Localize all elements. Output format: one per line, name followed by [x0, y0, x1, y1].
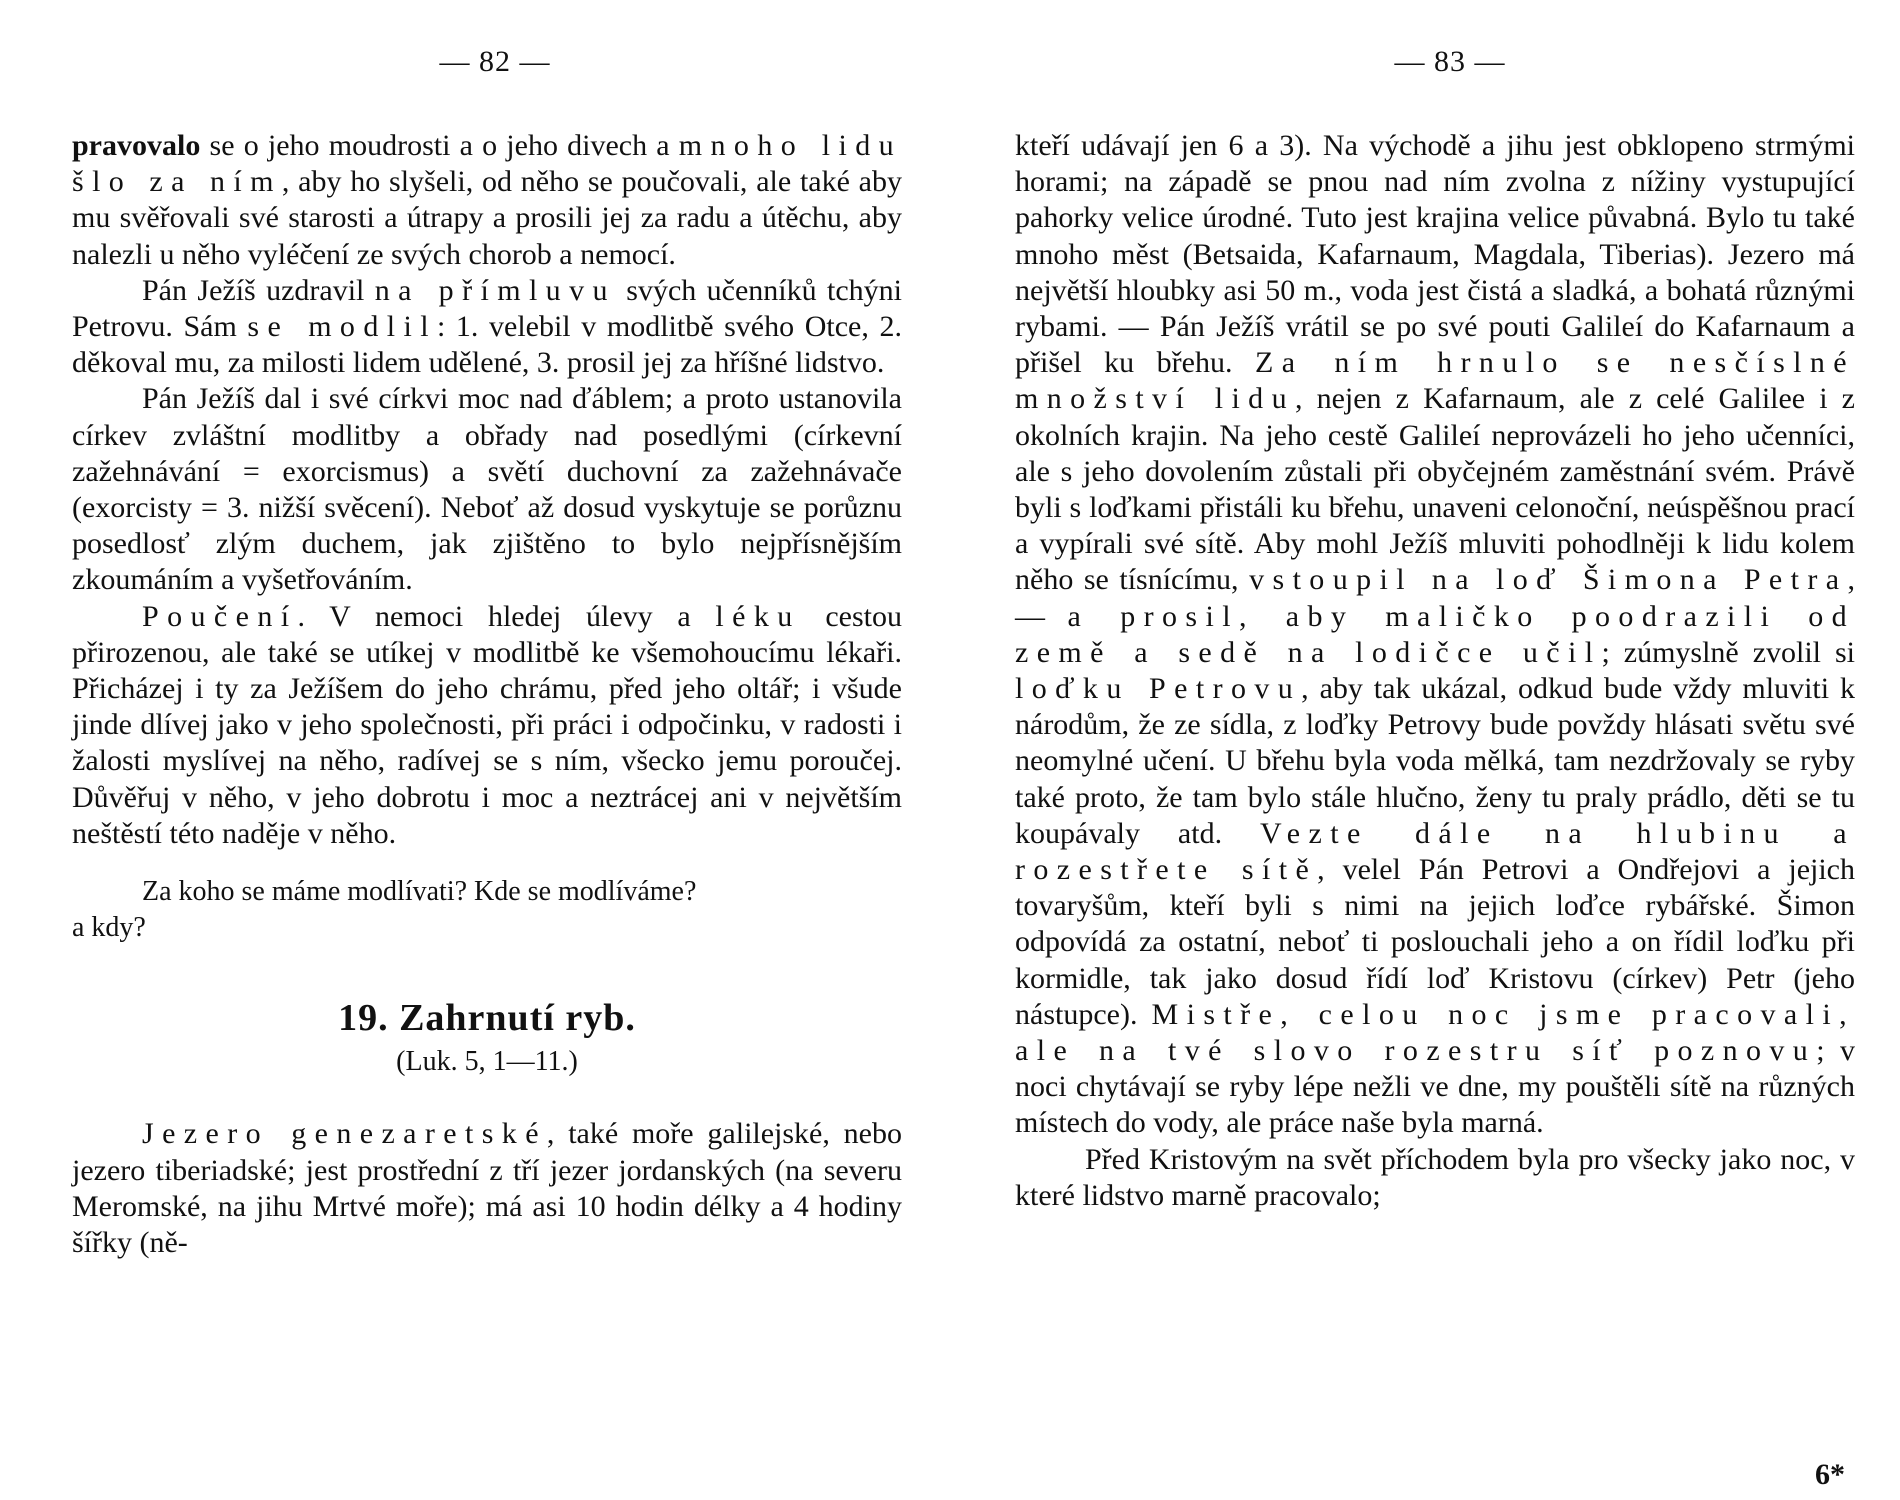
page-number: — 83 — [1394, 45, 1506, 78]
page-number: — 82 — [439, 45, 551, 78]
question: Za koho se máme modlívati? Kde se modlíváme? [142, 876, 697, 908]
question: a kdy? [72, 912, 146, 944]
paragraph [72, 599, 902, 852]
spaced-text: Mistře, celou noc jsme pracovali, ale na tvé slovo rozestru síť poznovu [1015, 997, 1855, 1068]
chapter-title: 19. Zahrnutí ryb. [338, 997, 636, 1040]
spaced-text: mnoho lidu šlo za ním [72, 129, 902, 199]
text-run: . V nemoci hledej úlevy a [297, 599, 716, 633]
text-run: ; v noci chytávají se ryby lépe nežli ve dne, my pouštěli sítě na různých místech do vody, ale práce naše byla marná. [1015, 1034, 1855, 1140]
paragraph [72, 1116, 902, 1261]
spaced-text: a prosil, aby maličko poodrazili od země a sedě na lodičce učil [1015, 599, 1855, 669]
text-run: , — [1015, 563, 1855, 633]
spaced-text: na přímluvu [374, 273, 616, 307]
page-body [72, 128, 902, 1261]
page-body [1015, 128, 1855, 1214]
text-run: ; zúmyslně zvolil si [1601, 635, 1855, 669]
left-page [60, 0, 930, 1500]
spaced-text: Vezte dále na hlubinu a rozestřete sítě [1015, 816, 1855, 887]
spaced-text: Za ním hrnulo se nesčíslné množství lidu [1015, 346, 1855, 416]
paragraph [1015, 128, 1855, 1142]
text-run: , také moře galilejské, nebo jezero tiberiadské; jest prostřední z tří jezer jordanských (na severu Meromské, na jihu Mrtvé moře); má asi 10 hodin délky a 4 hodiny šířky (ně- [72, 1117, 902, 1260]
spaced-text: loďku Petrovu [1015, 672, 1302, 706]
review-questions [72, 874, 902, 946]
spaced-text: léku [715, 599, 801, 633]
text-run: Pán Ježíš uzdravil [142, 273, 375, 307]
paragraph: Před Kristovým na svět příchodem byla pro všecky jako noc, v které lidstvo marně pracovalo; [1015, 1142, 1855, 1212]
spaced-text: Poučení [142, 599, 298, 633]
spaced-text: vstoupil na loď Šimona Petra [1249, 563, 1848, 597]
text-run: , nejen z Kafarnaum, ale z celé Galilee i z okolních krajin. Na jeho cestě Galileí neprovázeli ho jeho učenníci, ale s jeho dovolením zůstali při obyčejném zaměstnání svém. Právě byli s loďkami přistáli ku břehu, unaveni celonoční, neúspěšnou prací a vypírali své sítě. Aby mohl Ježíš mluviti pohodlněji k lidu kolem něho se tísnícímu, [1015, 382, 1855, 597]
paragraph: Pán Ježíš dal i své církvi moc nad ďáblem; a proto ustanovila církev zvláštní modlitby a obřady nad posedlými (církevní zažehnávání = exorcismus) a světí duchovní za zažehnávače (exorcisty = 3. nižší svěcení). Neboť až dosud vyskytuje se porůznu posedlosť zlým duchem, jak zjištěno to bylo nejpřísnějším zkoumáním a vyšetřováním. [72, 382, 902, 597]
signature-mark: 6* [1815, 1458, 1845, 1491]
text-run: svých učenníků tchýni Petrovu. Sám [72, 273, 902, 344]
right-page [1015, 0, 1885, 1500]
text-run: pravovalo [72, 129, 201, 162]
text-run: se o jeho moudrosti a o jeho divech a [200, 129, 679, 162]
text-run: kteří udávají jen 6 a 3). Na východě a jihu jest obklopeno strmými horami; na západě se pnou nad ním zvolna z nížiny vystupující pahorky velice úrodné. Tuto jest krajina velice půvabná. Bylo tu také mnoho měst (Betsaida, Kafarnaum, Magdala, Tiberias). Jezero má největší hloubky asi 50 m., voda jest čistá a sladká, a bohatá různými rybami. — Pán Ježíš vrátil se po své pouti Galileí do Kafarnaum a přišel ku břehu. [1015, 129, 1855, 380]
text-run: cestou přirozenou, ale také se utíkej v modlitbě ke všemohoucímu lékaři. Přicházej i ty za Ježíšem do jeho chrámu, před jeho oltář; i všude jinde dlívej jako v jeho společnosti, při práci i odpočinku, v radosti i žalosti myslívej na něho, radívej se s ním, všecko jemu poroučej. Důvěřuj v něho, v jeho dobrotu i moc a neztrácej ani v největším neštěstí této naděje v něho. [72, 599, 902, 850]
text-run: : 1. velebil v modlitbě svého Otce, 2. děkoval mu, za milosti lidem udělené, 3. prosil jej za hříšné lidstvo. [72, 310, 902, 380]
chapter-reference: (Luk. 5, 1—11.) [396, 1046, 578, 1078]
paragraph [72, 128, 902, 273]
spaced-text: se modlil [247, 310, 437, 344]
paragraph [72, 273, 902, 382]
spaced-text: Jezero genezaretské [142, 1117, 547, 1151]
text-run: , aby tak ukázal, odkud bude vždy mluviti k národům, že ze sídla, z loďky Petrovy bude povždy hlásati světu své neomylné učení. U břehu byla voda mělká, tam nezdržovaly se ryby také proto, že tam bylo stále hlučno, ženy tu praly prádlo, děti se tu koupávaly atd. [1015, 672, 1855, 850]
text-run: , velel Pán Petrovi a Ondřejovi a jejich tovaryšům, kteří byli s nimi na jejich loďce rybářské. Šimon odpovídá za ostatní, neboť ti poslouchali jeho a on řídil loďku při kormidle, tak jako dosud řídí loď Kristovu (církev) Petr (jeho nástupce). [1015, 853, 1855, 1031]
text-run: , aby ho slyšeli, od něho se poučovali, ale také aby mu svěřovali své starosti a útrapy a prosili jej za radu a útěchu, aby nalezli u něho vyléčení ze svých chorob a nemocí. [72, 165, 903, 271]
